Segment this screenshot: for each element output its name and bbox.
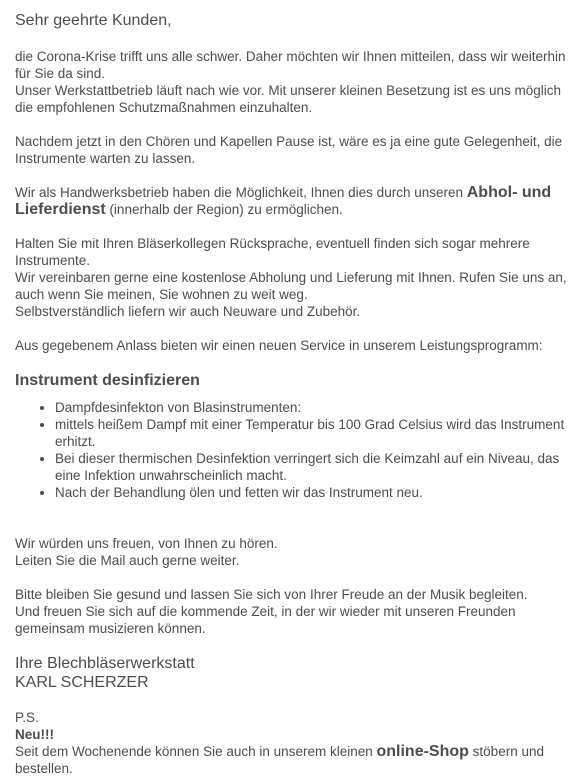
closing-line: Wir würden uns freuen, von Ihnen zu hören. bbox=[15, 536, 278, 551]
intro-line: Unser Werkstattbetrieb läuft nach wie vor. Mit unserer kleinen Besetzung ist es uns möglich die empfohlenen Schutzmaßnahmen einzuhalten. bbox=[15, 83, 562, 115]
contact-line: Wir vereinbaren gerne eine kostenlose Abholung und Lieferung mit Ihnen. Rufen Sie uns an, auch wenn Sie meinen, Sie wohnen zu weit weg. bbox=[15, 270, 567, 302]
wishes-line: Und freuen Sie sich auf die kommende Zeit, in der wir wieder mit unseren Freunden gemeinsam musizieren können. bbox=[15, 604, 516, 636]
delivery-paragraph bbox=[15, 184, 573, 218]
contact-line: Halten Sie mit Ihren Bläserkollegen Rücksprache, eventuell finden sich sogar mehrere Instrumente. bbox=[15, 236, 530, 268]
signature-company: Ihre Blechbläserwerkstatt bbox=[15, 655, 195, 672]
contact-line: Selbstverständlich liefern wir auch Neuware und Zubehör. bbox=[15, 304, 361, 319]
ps-label: P.S. bbox=[15, 710, 39, 725]
closing-paragraph bbox=[15, 535, 573, 569]
service-heading: Instrument desinfizieren bbox=[15, 372, 200, 389]
greeting: Sehr geehrte Kunden, bbox=[15, 12, 172, 29]
ps-new-label: Neu!!! bbox=[15, 727, 54, 742]
list-item: • Dampfdesinfekton von Blasinstrumenten: bbox=[55, 399, 573, 416]
closing-line: Leiten Sie die Mail auch gerne weiter. bbox=[15, 553, 240, 568]
list-item: • mittels heißem Dampf mit einer Temperatur bis 100 Grad Celsius wird das Instrument erhitzt. bbox=[55, 416, 573, 450]
contact-paragraph bbox=[15, 235, 573, 320]
intro-paragraph bbox=[15, 48, 573, 116]
wishes-paragraph bbox=[15, 586, 573, 637]
service-intro: Aus gegebenem Anlass bieten wir einen neuen Service in unserem Leistungsprogramm: bbox=[15, 338, 543, 353]
delivery-text: (innerhalb der Region) zu ermöglichen. bbox=[105, 202, 343, 217]
online-shop-highlight: online-Shop bbox=[376, 743, 469, 760]
service-list bbox=[15, 399, 573, 501]
signature-name: KARL SCHERZER bbox=[15, 674, 149, 691]
list-item: • Nach der Behandlung ölen und fetten wir das Instrument neu. bbox=[55, 484, 573, 501]
postscript bbox=[15, 709, 573, 777]
delivery-service-highlight: Abhol- und Lieferdienst bbox=[15, 184, 552, 218]
ps-text: Seit dem Wochenende können Sie auch in unserem kleinen bbox=[15, 744, 377, 759]
list-item: • Bei dieser thermischen Desinfektion verringert sich die Keimzahl auf ein Niveau, das eine Infektion unwahrscheinlich macht. bbox=[55, 450, 573, 484]
ps-text: stöbern und bestellen. bbox=[15, 744, 544, 776]
pause-paragraph: Nachdem jetzt in den Chören und Kapellen Pause ist, wäre es ja eine gute Gelegenheit, die Instrumente warten zu lassen. bbox=[15, 134, 563, 166]
wishes-line: Bitte bleiben Sie gesund und lassen Sie sich von Ihrer Freude an der Musik begleiten. bbox=[15, 587, 528, 602]
intro-line: die Corona-Krise trifft uns alle schwer. Daher möchten wir Ihnen mitteilen, dass wir weiterhin für Sie da sind. bbox=[15, 49, 566, 81]
signature bbox=[15, 654, 573, 692]
delivery-text: Wir als Handwerksbetrieb haben die Möglichkeit, Ihnen dies durch unseren bbox=[15, 185, 467, 200]
